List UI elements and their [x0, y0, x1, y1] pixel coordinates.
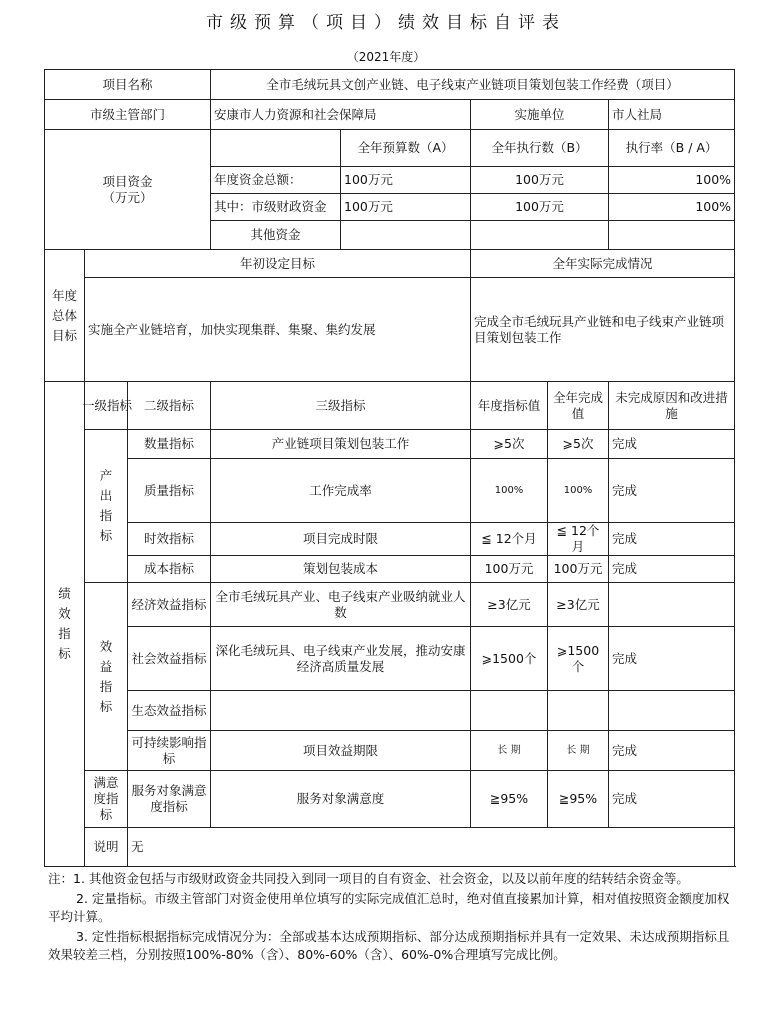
funds-label: 项目资金 （万元） [45, 130, 211, 250]
indicator-target: ⩾5次 [471, 430, 548, 459]
indicator-l3: 工作完成率 [211, 459, 471, 523]
notes [48, 870, 738, 966]
goals-actual-value: 完成全市毛绒玩具产业链和电子线束产业链项目策划包装工作 [471, 278, 735, 382]
funds-row-label: 其中：市级财政资金 [211, 194, 341, 221]
funds-row-budget: 100万元 [341, 167, 471, 194]
note-item: 注：1. 其他资金包括与市级财政资金共同投入到同一项目的自有资金、社会资金，以及以前年度的结转结余资金等。 [48, 871, 689, 886]
goals-label: 年度 总体 目标 [45, 250, 85, 382]
indicator-actual [548, 691, 609, 731]
indicator-target: 100% [471, 459, 548, 523]
indicators-label: 绩 效 指 标 [45, 382, 85, 867]
funds-row-exec: 100万元 [471, 194, 609, 221]
indicator-l3: 产业链项目策划包装工作 [211, 430, 471, 459]
report-year: （2021年度） [346, 50, 426, 64]
project-name-value: 全市毛绒玩具文创产业链、电子线束产业链项目策划包装工作经费（项目） [211, 70, 735, 100]
indicator-l3: 项目效益期限 [211, 731, 471, 771]
indicator-l2: 质量指标 [128, 459, 211, 523]
output-label: 产 出 指 标 [85, 430, 128, 583]
indicator-target [471, 691, 548, 731]
benefit-label: 效 益 指 标 [85, 583, 128, 771]
indicator-l3: 全市毛绒玩具产业、电子线束产业吸纳就业人数 [211, 583, 471, 627]
header-level1: 一级指标 [85, 382, 128, 430]
indicator-target: 100万元 [471, 556, 548, 583]
indicator-target: ⩾1500个 [471, 627, 548, 691]
indicator-reason [609, 691, 735, 731]
indicator-actual: 长 期 [548, 731, 609, 771]
indicator-l2: 成本指标 [128, 556, 211, 583]
note-item: 3. 定性指标根据指标完成情况分为：全部或基本达成预期指标、部分达成预期指标并具有一定效果、未达成预期指标且效果较差三档，分别按照100%-80%（含）、80%-60%（含）、60%-0%合理填写完成比例。 [48, 928, 730, 962]
funds-row-label: 年度资金总额： [211, 167, 341, 194]
header-level3: 三级指标 [211, 382, 471, 430]
funds-row-exec [471, 221, 609, 250]
indicator-l2: 社会效益指标 [128, 627, 211, 691]
funds-row-budget: 100万元 [341, 194, 471, 221]
indicator-l3: 服务对象满意度 [211, 771, 471, 828]
header-actual: 全年完成值 [548, 382, 609, 430]
evaluation-table [44, 69, 735, 867]
indicator-l2: 可持续影响指标 [128, 731, 211, 771]
indicator-l3 [211, 691, 471, 731]
funds-row-label: 其他资金 [211, 221, 341, 250]
indicator-actual: 100% [548, 459, 609, 523]
unit-value: 市人社局 [609, 100, 735, 130]
indicator-actual: ≦ 12个月 [548, 523, 609, 556]
indicator-l2: 经济效益指标 [128, 583, 211, 627]
indicator-target: 长 期 [471, 731, 548, 771]
indicator-actual: ⩾1500个 [548, 627, 609, 691]
funds-col-budget: 全年预算数（A） [341, 130, 471, 167]
indicator-target: ≥3亿元 [471, 583, 548, 627]
goals-actual-header: 全年实际完成情况 [471, 250, 735, 278]
satisfaction-label: 满意度指标 [85, 771, 128, 828]
funds-col-rate: 执行率（B / A） [609, 130, 735, 167]
remark-value: 无 [128, 828, 735, 867]
goals-set-header: 年初设定目标 [85, 250, 471, 278]
funds-row-budget [341, 221, 471, 250]
indicator-l3: 深化毛绒玩具、电子线束产业发展，推动安康经济高质量发展 [211, 627, 471, 691]
indicator-reason: 完成 [609, 627, 735, 691]
indicator-actual: ⩾5次 [548, 430, 609, 459]
indicator-l2: 时效指标 [128, 523, 211, 556]
funds-row-rate: 100% [609, 167, 735, 194]
funds-row-rate: 100% [609, 194, 735, 221]
funds-row-exec: 100万元 [471, 167, 609, 194]
indicator-target: ≦ 12个月 [471, 523, 548, 556]
project-name-label: 项目名称 [45, 70, 211, 100]
indicator-l2: 服务对象满意度指标 [128, 771, 211, 828]
indicator-reason: 完成 [609, 459, 735, 523]
header-reason: 未完成原因和改进措施 [609, 382, 735, 430]
header-level2: 二级指标 [128, 382, 211, 430]
dept-value: 安康市人力资源和社会保障局 [211, 100, 471, 130]
page-title: 市级预算（项目）绩效目标自评表 [206, 13, 566, 33]
indicator-actual: ≥3亿元 [548, 583, 609, 627]
indicator-actual: 100万元 [548, 556, 609, 583]
note-item: 2. 定量指标。市级主管部门对资金使用单位填写的实际完成值汇总时，绝对值直接累加计算，相对值按照资金额度加权平均计算。 [48, 890, 730, 924]
indicator-l2: 数量指标 [128, 430, 211, 459]
indicator-reason: 完成 [609, 731, 735, 771]
unit-label: 实施单位 [471, 100, 609, 130]
funds-row-rate [609, 221, 735, 250]
remark-label: 说明 [85, 828, 128, 867]
indicator-reason [609, 583, 735, 627]
indicator-reason: 完成 [609, 430, 735, 459]
dept-label: 市级主管部门 [45, 100, 211, 130]
indicator-l2: 生态效益指标 [128, 691, 211, 731]
indicator-l3: 策划包装成本 [211, 556, 471, 583]
funds-blank [211, 130, 341, 167]
indicator-actual: ≧95% [548, 771, 609, 828]
header-target: 年度指标值 [471, 382, 548, 430]
indicator-target: ≧95% [471, 771, 548, 828]
indicator-reason: 完成 [609, 556, 735, 583]
funds-col-exec: 全年执行数（B） [471, 130, 609, 167]
indicator-l3: 项目完成时限 [211, 523, 471, 556]
indicator-reason: 完成 [609, 771, 735, 828]
indicator-reason: 完成 [609, 523, 735, 556]
goals-set-value: 实施全产业链培育，加快实现集群、集聚、集约发展 [85, 278, 471, 382]
